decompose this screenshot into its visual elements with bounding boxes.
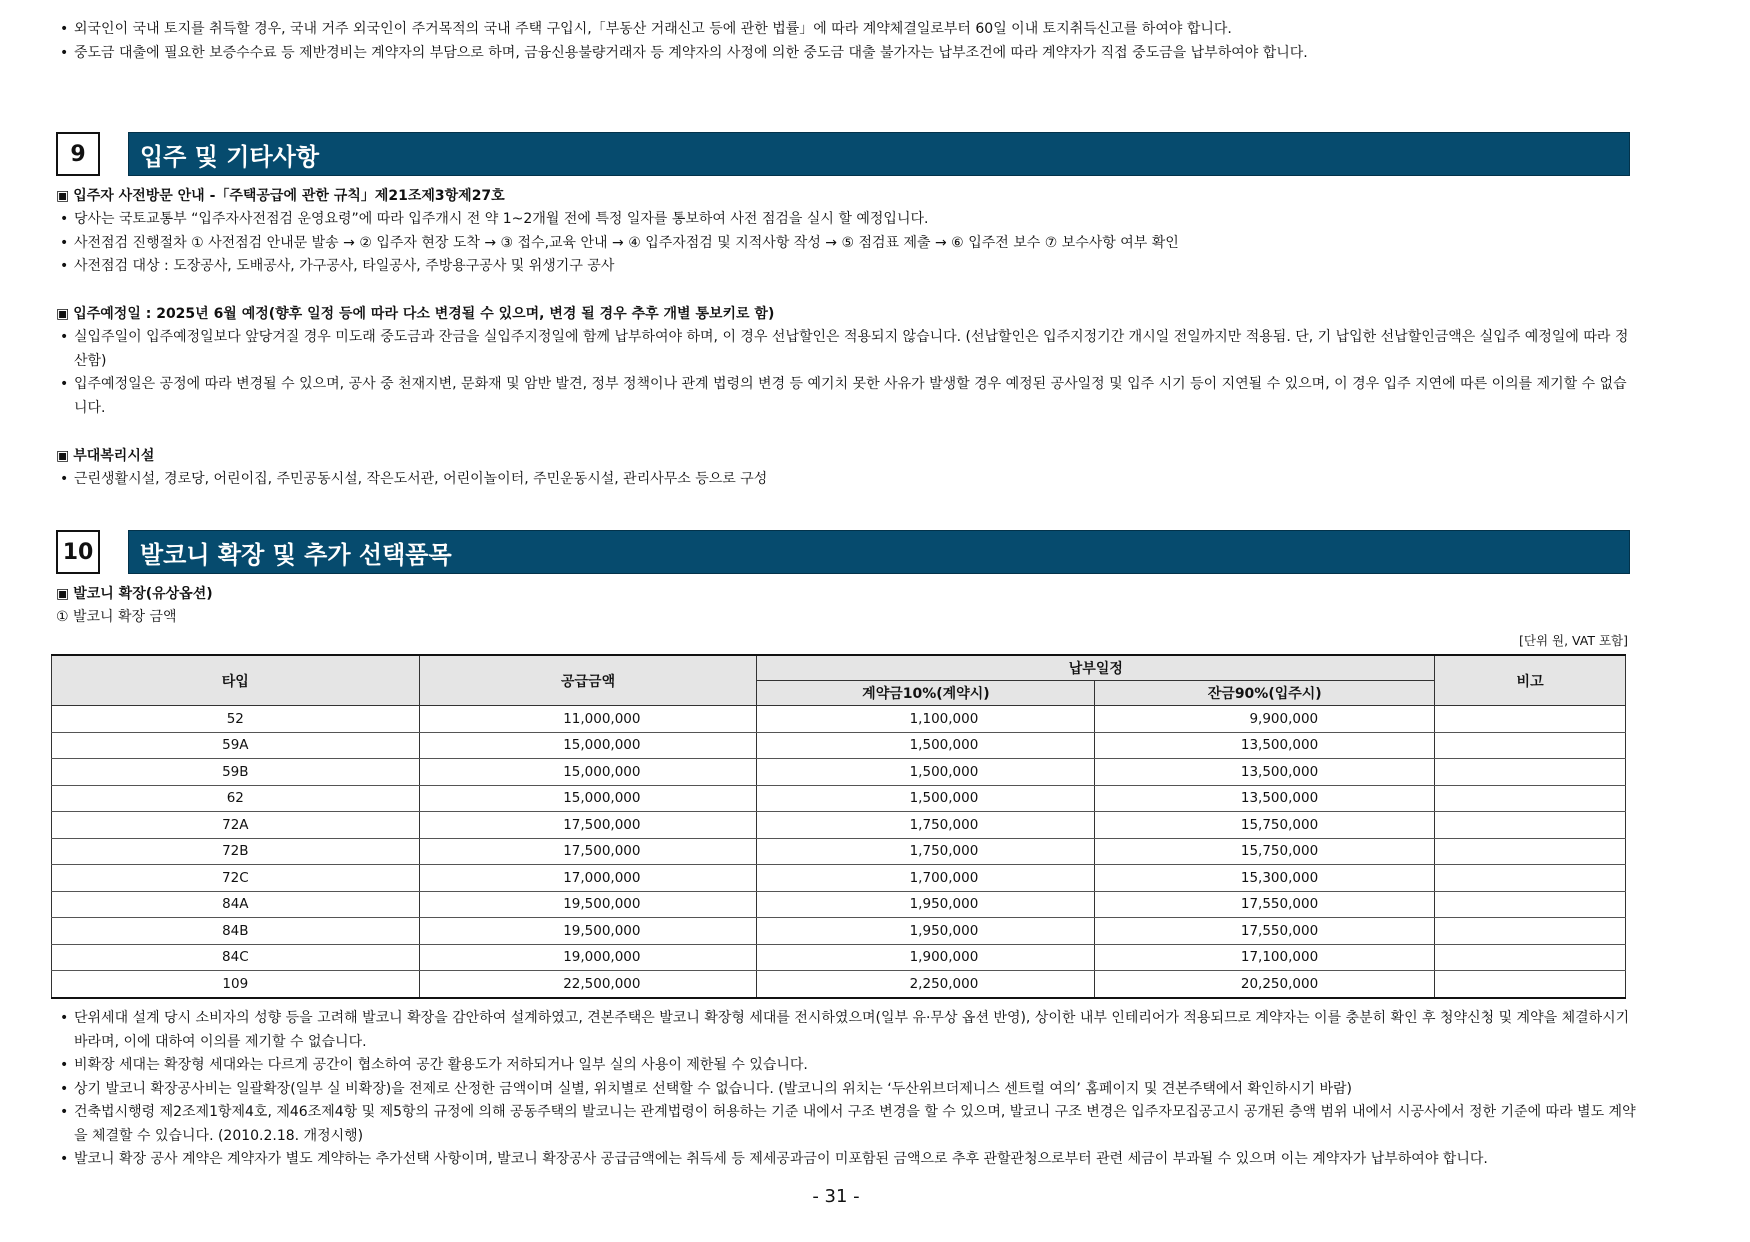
list-item: • 중도금 대출에 필요한 보증수수료 등 제반경비는 계약자의 부담으로 하며, 금융신용불량거래자 등 계약자의 사정에 의한 중도금 대출 불가자는 납부조건에 따라 계약자가 직접 중도금을 납부하여야 합니다. — [56, 42, 1636, 66]
visit-list — [56, 208, 1636, 279]
table-row — [52, 918, 1626, 945]
balcony-subheading: ① 발코니 확장 금액 — [56, 609, 177, 625]
table-row — [52, 865, 1626, 892]
list-item: • 당사는 국토교통부 “입주자사전점검 운영요령”에 따라 입주개시 전 약 1~2개월 전에 특정 일자를 통보하여 사전 점검을 실시 할 예정입니다. — [56, 208, 1636, 232]
section-number: 10 — [56, 530, 100, 574]
cell-remarks — [1435, 891, 1626, 918]
cell-balance: 17,550,000 — [1095, 891, 1435, 918]
page-number: - 31 - — [812, 1186, 860, 1207]
balcony-price-table — [51, 654, 1626, 999]
cell-balance: 17,100,000 — [1095, 944, 1435, 971]
header-schedule: 납부일정 — [757, 655, 1435, 681]
cell-deposit: 1,950,000 — [757, 918, 1095, 945]
cell-remarks — [1435, 865, 1626, 892]
list-item: • 단위세대 설계 당시 소비자의 성향 등을 고려해 발코니 확장을 감안하여 설계하였고, 견본주택은 발코니 확장형 세대를 전시하였으며(일부 유·무상 옵션 반영), 상이한 내부 인테리어가 적용되므로 계약자는 이를 충분히 확인 후 청약신청 및 계약을 체결하시기 바라며, 이에 대하여 이의를 제기할 수 없습니다. — [56, 1007, 1636, 1054]
cell-remarks — [1435, 812, 1626, 839]
cell-balance: 15,750,000 — [1095, 812, 1435, 839]
cell-deposit: 1,500,000 — [757, 785, 1095, 812]
list-item: • 발코니 확장 공사 계약은 계약자가 별도 계약하는 추가선택 사항이며, 발코니 확장공사 공급금액에는 취득세 등 제세공과금이 미포함된 금액으로 추후 관할관청으로부터 관련 세금이 부과될 수 있으며 이는 계약자가 납부하여야 합니다. — [56, 1148, 1636, 1172]
top-notes — [56, 18, 1636, 65]
cell-deposit: 1,950,000 — [757, 891, 1095, 918]
cell-supply: 19,500,000 — [419, 891, 757, 918]
section-number: 9 — [56, 132, 100, 176]
visit-heading — [56, 186, 505, 206]
table-row — [52, 971, 1626, 998]
cell-balance: 9,900,000 — [1095, 706, 1435, 733]
cell-balance: 13,500,000 — [1095, 785, 1435, 812]
cell-balance: 15,300,000 — [1095, 865, 1435, 892]
header-supply: 공급금액 — [419, 655, 757, 706]
heading-text: 입주자 사전방문 안내 -「주택공급에 관한 규칙」제21조제3항제27호 — [73, 188, 505, 204]
table-row — [52, 785, 1626, 812]
list-item: • 상기 발코니 확장공사비는 일괄확장(일부 실 비확장)을 전제로 산정한 금액이며 실별, 위치별로 선택할 수 없습니다. (발코니의 위치는 ‘두산위브더제니스 센트럴 여의’ 홈페이지 및 견본주택에서 확인하시기 바람) — [56, 1078, 1636, 1102]
cell-remarks — [1435, 732, 1626, 759]
header-balance: 잔금90%(입주시) — [1095, 681, 1435, 706]
cell-remarks — [1435, 944, 1626, 971]
cell-deposit: 2,250,000 — [757, 971, 1095, 998]
cell-supply: 15,000,000 — [419, 732, 757, 759]
heading-text: 입주예정일 : 2025년 6월 예정(향후 일정 등에 따라 다소 변경될 수 있으며, 변경 될 경우 추후 개별 통보키로 함) — [73, 306, 775, 322]
cell-type: 84B — [52, 918, 420, 945]
cell-type: 72A — [52, 812, 420, 839]
heading-marker: ▣ — [56, 306, 70, 322]
cell-deposit: 1,500,000 — [757, 759, 1095, 786]
table-row — [52, 706, 1626, 733]
table-row — [52, 891, 1626, 918]
section-title: 입주 및 기타사항 — [128, 132, 1630, 176]
cell-remarks — [1435, 838, 1626, 865]
table-row — [52, 944, 1626, 971]
section-title: 발코니 확장 및 추가 선택품목 — [128, 530, 1630, 574]
cell-type: 72B — [52, 838, 420, 865]
heading-marker: ▣ — [56, 448, 70, 464]
list-item: • 실입주일이 입주예정일보다 앞당겨질 경우 미도래 중도금과 잔금을 실입주지정일에 함께 납부하여야 하며, 이 경우 선납할인은 적용되지 않습니다. (선납할인은 입주지정기간 개시일 전일까지만 적용됨. 단, 기 납입한 선납할인금액은 실입주 예정일에 따라 정산함) — [56, 326, 1636, 373]
table-row — [52, 812, 1626, 839]
cell-remarks — [1435, 971, 1626, 998]
cell-supply: 15,000,000 — [419, 785, 757, 812]
cell-remarks — [1435, 785, 1626, 812]
cell-deposit: 1,900,000 — [757, 944, 1095, 971]
cell-type: 62 — [52, 785, 420, 812]
cell-type: 59A — [52, 732, 420, 759]
cell-deposit: 1,100,000 — [757, 706, 1095, 733]
heading-text: 부대복리시설 — [73, 448, 155, 464]
cell-balance: 13,500,000 — [1095, 759, 1435, 786]
list-item: • 입주예정일은 공정에 따라 변경될 수 있으며, 공사 중 천재지변, 문화재 및 암반 발견, 정부 정책이나 관계 법령의 변경 등 예기치 못한 사유가 발생할 경우 예정된 공사일정 및 입주 시기 등이 지연될 수 있으며, 이 경우 입주 지연에 따른 이의를 제기할 수 없습니다. — [56, 373, 1636, 420]
header-type: 타입 — [52, 655, 420, 706]
cell-type: 109 — [52, 971, 420, 998]
heading-text: 발코니 확장(유상옵션) — [73, 586, 213, 602]
cell-supply: 11,000,000 — [419, 706, 757, 733]
cell-supply: 17,500,000 — [419, 812, 757, 839]
list-item: • 외국인이 국내 토지를 취득할 경우, 국내 거주 외국인이 주거목적의 국내 주택 구입시,「부동산 거래신고 등에 관한 법률」에 따라 계약체결일로부터 60일 이내 토지취득신고를 하여야 합니다. — [56, 18, 1636, 42]
section-9-header — [56, 132, 1630, 176]
list-item: • 사전점검 대상 : 도장공사, 도배공사, 가구공사, 타일공사, 주방용구공사 및 위생기구 공사 — [56, 255, 1636, 279]
cell-balance: 20,250,000 — [1095, 971, 1435, 998]
table-body — [52, 706, 1626, 998]
list-item: • 근린생활시설, 경로당, 어린이집, 주민공동시설, 작은도서관, 어린이놀이터, 주민운동시설, 관리사무소 등으로 구성 — [56, 468, 1636, 492]
section-10-header — [56, 530, 1630, 574]
cell-remarks — [1435, 706, 1626, 733]
header-remarks: 비고 — [1435, 655, 1626, 706]
heading-marker: ▣ — [56, 188, 70, 204]
cell-remarks — [1435, 759, 1626, 786]
facilities-list — [56, 468, 1636, 492]
table-row — [52, 759, 1626, 786]
facilities-heading — [56, 446, 154, 466]
cell-deposit: 1,750,000 — [757, 812, 1095, 839]
list-item: • 사전점검 진행절차 ① 사전점검 안내문 발송 → ② 입주자 현장 도착 → ③ 접수,교육 안내 → ④ 입주자점검 및 지적사항 작성 → ⑤ 점검표 제출 → ⑥ 입주전 보수 ⑦ 보수사항 여부 확인 — [56, 232, 1636, 256]
cell-balance: 13,500,000 — [1095, 732, 1435, 759]
cell-supply: 15,000,000 — [419, 759, 757, 786]
cell-deposit: 1,500,000 — [757, 732, 1095, 759]
cell-deposit: 1,750,000 — [757, 838, 1095, 865]
balcony-notes — [56, 1007, 1636, 1172]
cell-remarks — [1435, 918, 1626, 945]
cell-supply: 19,000,000 — [419, 944, 757, 971]
movein-heading — [56, 304, 774, 324]
cell-type: 59B — [52, 759, 420, 786]
unit-note: [단위 원, VAT 포함] — [1519, 633, 1628, 648]
heading-marker: ▣ — [56, 586, 70, 602]
cell-balance: 17,550,000 — [1095, 918, 1435, 945]
cell-type: 72C — [52, 865, 420, 892]
cell-supply: 17,000,000 — [419, 865, 757, 892]
cell-type: 84C — [52, 944, 420, 971]
cell-deposit: 1,700,000 — [757, 865, 1095, 892]
movein-list — [56, 326, 1636, 420]
cell-type: 84A — [52, 891, 420, 918]
header-deposit: 계약금10%(계약시) — [757, 681, 1095, 706]
table-row — [52, 732, 1626, 759]
cell-supply: 19,500,000 — [419, 918, 757, 945]
list-item: • 건축법시행령 제2조제1항제4호, 제46조제4항 및 제5항의 규정에 의해 공동주택의 발코니는 관계법령이 허용하는 기준 내에서 구조 변경을 할 수 있으며, 발코니 구조 변경은 입주자모집공고시 공개된 층액 범위 내에서 시공사에서 정한 기준에 따라 별도 계약을 체결할 수 있습니다. (2010.2.18. 개정시행) — [56, 1101, 1636, 1148]
balcony-heading — [56, 584, 213, 604]
table-row — [52, 838, 1626, 865]
cell-type: 52 — [52, 706, 420, 733]
cell-supply: 22,500,000 — [419, 971, 757, 998]
list-item: • 비확장 세대는 확장형 세대와는 다르게 공간이 협소하여 공간 활용도가 저하되거나 일부 실의 사용이 제한될 수 있습니다. — [56, 1054, 1636, 1078]
cell-supply: 17,500,000 — [419, 838, 757, 865]
cell-balance: 15,750,000 — [1095, 838, 1435, 865]
